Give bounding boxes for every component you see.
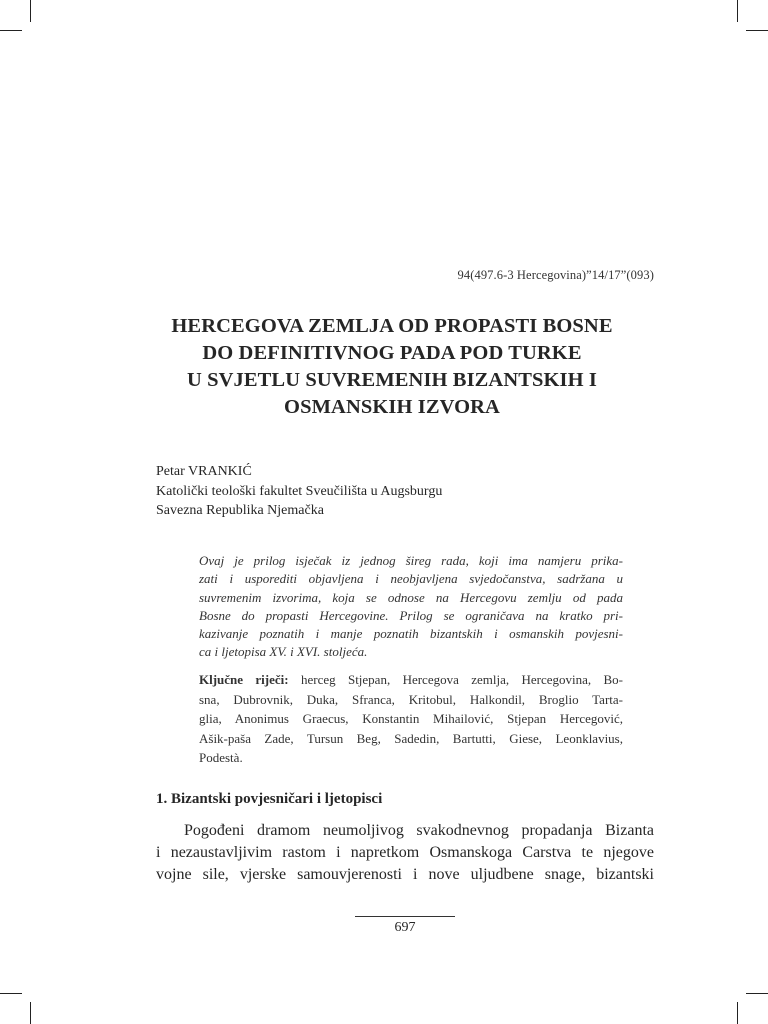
title-line: DO DEFINITIVNOG PADA POD TURKE [202, 342, 582, 364]
crop-mark-bottom-left-h [0, 993, 22, 994]
keywords [199, 670, 623, 768]
abstract-line: Ovaj je prilog isječak iz jednog šireg rada, koji ima namjeru prika- [199, 553, 623, 568]
title-line: U SVJETLU SUVREMENIH BIZANTSKIH I [187, 369, 597, 391]
body-line: vojne sile, vjerske samouvjerenosti i nove uljudbene snage, bizantski [156, 866, 654, 883]
keywords-line: Ašik-paša Zade, Tursun Beg, Sadedin, Bartutti, Giese, Leonklavius, [199, 730, 623, 746]
body-paragraph [156, 820, 654, 886]
author-country: Savezna Republika Njemačka [156, 503, 324, 518]
crop-mark-top-left-h [0, 30, 22, 31]
title-line: OSMANSKIH IZVORA [284, 396, 500, 418]
page-number: 697 [394, 920, 416, 935]
keywords-line: glia, Anonimus Graecus, Konstantin Mihailović, Stjepan Hercegović, [199, 711, 623, 726]
udc-classification: 94(497.6-3 Hercegovina)”14/17”(093) [457, 268, 654, 282]
author-name: Petar VRANKIĆ [156, 464, 252, 479]
keywords-line: Podestà. [199, 750, 243, 765]
crop-mark-top-right-h [746, 30, 768, 31]
crop-mark-bottom-left-v [30, 1002, 31, 1024]
keywords-line [199, 670, 623, 690]
crop-mark-bottom-right-v [737, 1002, 738, 1024]
keywords-label: Ključne riječi: [199, 672, 289, 687]
keywords-line: sna, Dubrovnik, Duka, Sfranca, Kritobul, Halkondil, Broglio Tarta- [199, 691, 623, 707]
abstract-line: ca i ljetopisa XV. i XVI. stoljeća. [199, 644, 368, 660]
keywords-first-line: herceg Stjepan, Hercegova zemlja, Hercegovina, Bo- [288, 672, 623, 687]
author-institution: Katolički teološki fakultet Sveučilišta u Augsburgu [156, 483, 443, 499]
footer-rule [355, 916, 455, 917]
crop-mark-bottom-right-h [746, 993, 768, 994]
crop-mark-top-right-v [737, 0, 738, 22]
article-title [150, 313, 634, 421]
abstract-line: Bosne do propasti Hercegovine. Prilog se ograničava na kratko pri- [199, 607, 623, 623]
body-line: i nezaustavljivim rastom i napretkom Osmanskoga Carstva te njegove [156, 844, 654, 861]
abstract-line: suvremenim izvorima, koja se odnose na Hercegovu zemlju od pada [199, 589, 623, 605]
body-line: Pogođeni dramom neumoljivog svakodnevnog propadanja Bizanta [184, 822, 654, 839]
abstract-line: kazivanje poznatih i manje poznatih bizantskih i osmanskih povjesni- [199, 626, 623, 642]
abstract [199, 552, 623, 662]
title-line: HERCEGOVA ZEMLJA OD PROPASTI BOSNE [171, 315, 613, 337]
abstract-line: zati i usporediti objavljena i neobjavljena svjedočanstva, sadržana u [199, 571, 623, 587]
crop-mark-top-left-v [30, 0, 31, 22]
author-block [156, 462, 442, 521]
section-heading: 1. Bizantski povjesničari i ljetopisci [156, 791, 383, 807]
